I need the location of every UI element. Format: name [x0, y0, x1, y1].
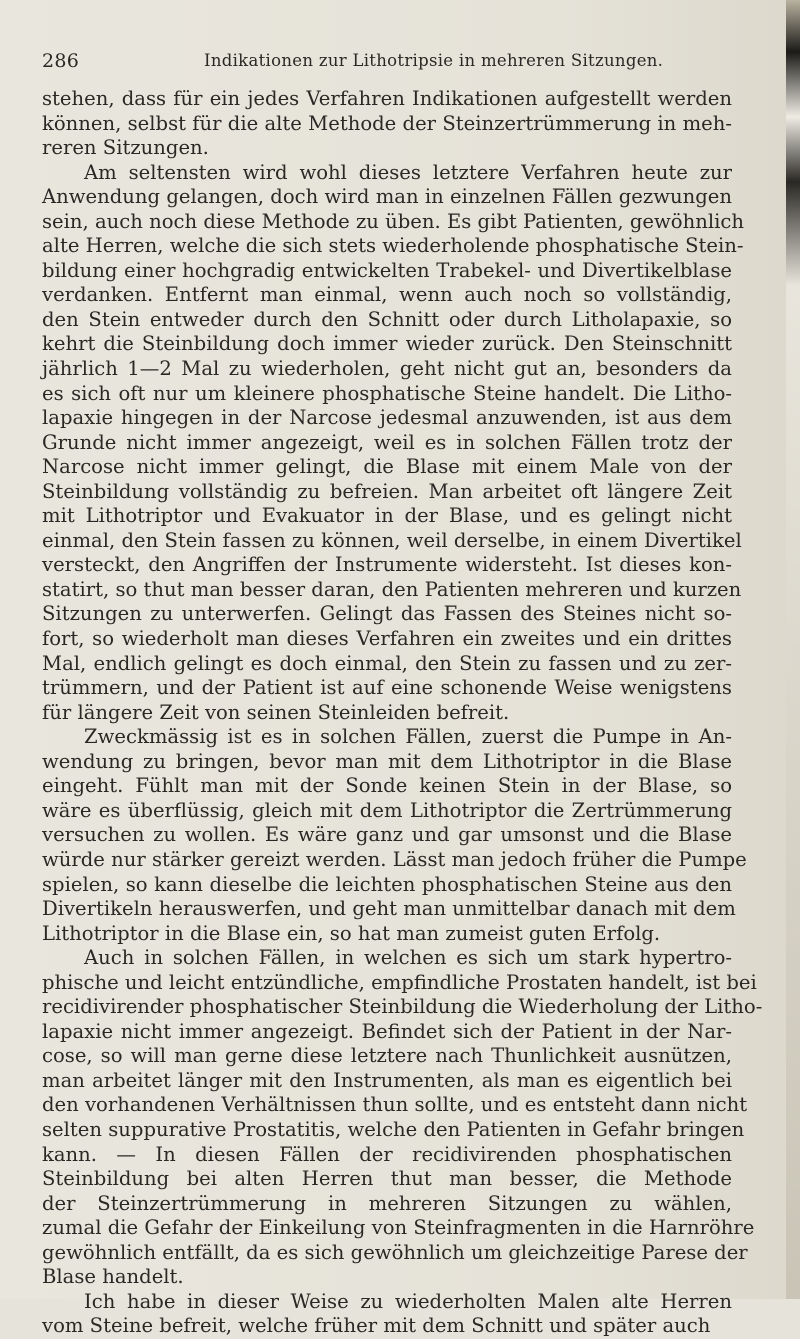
text-line: versteckt, den Angriffen der Instrumente widersteht. Ist dieses kon- [42, 553, 732, 577]
text-line: würde nur stärker gereizt werden. Lässt man jedoch früher die Pumpe [42, 847, 747, 871]
text-line: sein, auch noch diese Methode zu üben. Es gibt Patienten, gewöhnlich [42, 209, 744, 233]
page-header [42, 46, 762, 76]
text-line: bildung einer hochgradig entwickelten Trabekel- und Divertikelblase [42, 258, 732, 282]
text-line: reren Sitzungen. [42, 136, 209, 160]
text-line: versuchen zu wollen. Es wäre ganz und gar umsonst und die Blase [42, 823, 732, 847]
text-line: selten suppurative Prostatitis, welche den Patienten in Gefahr bringen [42, 1117, 745, 1141]
text-line: vom Steine befreit, welche früher mit dem Schnitt und später auch [42, 1314, 711, 1338]
text-line: gewöhnlich entfällt, da es sich gewöhnlich um gleichzeitige Parese der [42, 1240, 748, 1264]
paragraph [42, 1290, 732, 1339]
text-line: Lithotriptor in die Blase ein, so hat man zumeist guten Erfolg. [42, 921, 661, 945]
text-line: stehen, dass für ein jedes Verfahren Indikationen aufgestellt werden [42, 87, 732, 110]
text-line: lapaxie nicht immer angezeigt. Befindet sich der Patient in der Nar- [42, 1019, 732, 1043]
text-line: jährlich 1—2 Mal zu wiederholen, geht nicht gut an, besonders da [42, 357, 732, 381]
text-line: Am seltensten wird wohl dieses letztere Verfahren heute zur [84, 160, 732, 184]
text-line: Narcose nicht immer gelingt, die Blase mit einem Male von der [42, 455, 732, 479]
text-line: phische und leicht entzündliche, empfindliche Prostaten handelt, ist bei [42, 970, 757, 994]
text-line: Grunde nicht immer angezeigt, weil es in solchen Fällen trotz der [42, 430, 732, 454]
text-line: fort, so wiederholt man dieses Verfahren ein zweites und ein drittes [42, 627, 732, 651]
text-line: wendung zu bringen, bevor man mit dem Lithotriptor in die Blase [42, 749, 732, 773]
text-line: Divertikeln herauswerfen, und geht man unmittelbar danach mit dem [42, 897, 736, 921]
text-line: Mal, endlich gelingt es doch einmal, den Stein zu fassen und zu zer- [42, 651, 732, 675]
paragraph [42, 725, 747, 946]
text-line: spielen, so kann dieselbe die leichten phosphatischen Steine aus den [42, 872, 732, 896]
text-line: kehrt die Steinbildung doch immer wieder zurück. Den Steinschnitt [42, 332, 732, 356]
text-line: alte Herren, welche die sich stets wiederholende phosphatische Stein- [42, 234, 744, 258]
page-edge-shadow [786, 0, 800, 1299]
text-line: Anwendung gelangen, doch wird man in einzelnen Fällen gezwungen [42, 185, 732, 209]
text-line: es sich oft nur um kleinere phosphatische Steine handelt. Die Litho- [42, 381, 732, 405]
text-line: man arbeitet länger mit den Instrumenten, als man es eigentlich bei [42, 1068, 732, 1092]
text-line: einmal, den Stein fassen zu können, weil derselbe, in einem Divertikel [42, 528, 742, 552]
text-line: Ich habe in dieser Weise zu wiederholten Malen alte Herren [84, 1289, 732, 1313]
text-line: recidivirender phosphatischer Steinbildung die Wiederholung der Litho- [42, 995, 763, 1019]
text-line: kann. — In diesen Fällen der recidivirenden phosphatischen [42, 1142, 732, 1166]
text-line: cose, so will man gerne diese letztere nach Thunlichkeit ausnützen, [42, 1044, 732, 1068]
paragraph [42, 87, 732, 161]
text-line: Auch in solchen Fällen, in welchen es sich um stark hypertro- [84, 946, 732, 970]
text-line: für längere Zeit von seinen Steinleiden befreit. [42, 700, 510, 724]
text-line: Steinbildung bei alten Herren thut man besser, die Methode [42, 1167, 732, 1191]
text-line: Zweckmässig ist es in solchen Fällen, zuerst die Pumpe in An- [84, 725, 732, 749]
body-text [42, 87, 763, 1339]
text-line: wäre es überflüssig, gleich mit dem Lithotriptor die Zertrümmerung [42, 798, 732, 822]
text-line: Blase handelt. [42, 1265, 184, 1289]
text-line: lapaxie hingegen in der Narcose jedesmal anzuwenden, ist aus dem [42, 406, 732, 430]
text-line: Steinbildung vollständig zu befreien. Man arbeitet oft längere Zeit [42, 479, 732, 503]
paragraph [42, 946, 763, 1290]
text-line: Sitzungen zu unterwerfen. Gelingt das Fassen des Steines nicht so- [42, 602, 732, 626]
text-line: statirt, so thut man besser daran, den Patienten mehreren und kurzen [42, 577, 742, 601]
text-line: trümmern, und der Patient ist auf eine schonende Weise wenigstens [42, 676, 732, 700]
text-line: können, selbst für die alte Methode der Steinzertrümmerung in meh- [42, 111, 732, 135]
text-line: eingeht. Fühlt man mit der Sonde keinen Stein in der Blase, so [42, 774, 732, 798]
paragraph [42, 160, 744, 726]
text-line: den vorhandenen Verhältnissen thun sollte, und es entsteht dann nicht [42, 1093, 748, 1117]
text-line: der Steinzertrümmerung in mehreren Sitzungen zu wählen, [42, 1191, 732, 1215]
text-line: den Stein entweder durch den Schnitt oder durch Litholapaxie, so [42, 307, 732, 331]
running-head: Indikationen zur Lithotripsie in mehreren Sitzungen. [204, 51, 664, 70]
text-line: mit Lithotriptor und Evakuator in der Blase, und es gelingt nicht [42, 504, 732, 528]
text-line: verdanken. Entfernt man einmal, wenn auch noch so vollständig, [42, 283, 732, 307]
page-number: 286 [42, 50, 80, 72]
text-line: zumal die Gefahr der Einkeilung von Steinfragmenten in die Harnröhre [42, 1216, 755, 1240]
